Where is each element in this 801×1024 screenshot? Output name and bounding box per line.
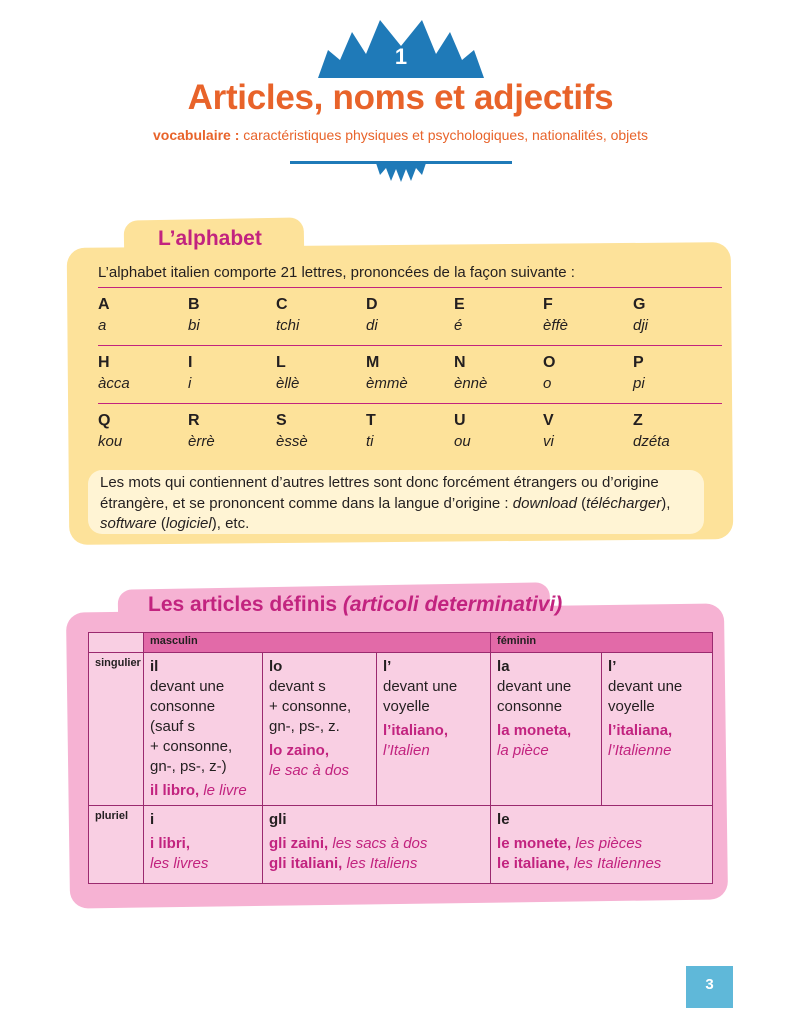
usage-line: devant une — [497, 678, 572, 695]
articles-heading-italian: (articoli determinativi) — [342, 593, 563, 616]
table-header-row — [89, 633, 713, 653]
pronunciation: dzéta — [633, 433, 670, 450]
example-italian: lo zaino, — [269, 742, 329, 759]
example-french: la pièce — [497, 742, 549, 759]
articles-table — [88, 632, 713, 884]
article-word: i — [150, 811, 155, 828]
usage-line: consonne — [497, 698, 563, 715]
vocabulary-text: caractéristiques physiques et psychologiques, nationalités, objets — [239, 127, 648, 143]
letter: D — [366, 296, 378, 313]
example-french: les Italiens — [342, 855, 418, 872]
usage-line: + consonne, — [150, 738, 233, 755]
article-word: il — [150, 658, 159, 675]
note-text: ), etc. — [211, 515, 250, 532]
pronunciation: bi — [188, 317, 200, 334]
cell-l-masculine — [377, 653, 491, 806]
pronunciation: pi — [633, 375, 645, 392]
alphabet-row — [98, 403, 722, 461]
letter: P — [633, 354, 644, 371]
pronunciation: kou — [98, 433, 123, 450]
pronunciation: ou — [454, 433, 471, 450]
example-italian: il libro, — [150, 782, 200, 799]
cell-l-feminine — [602, 653, 713, 806]
example-italian: i libri, — [150, 835, 191, 852]
pronunciation: di — [366, 317, 378, 334]
note-text: ( — [576, 494, 587, 512]
header-feminine: féminin — [491, 633, 713, 653]
letter-cell — [543, 354, 633, 392]
cell-gli — [263, 806, 491, 884]
pronunciation: dji — [633, 317, 649, 334]
letter: C — [276, 296, 288, 313]
letter: A — [98, 296, 110, 313]
pronunciation: èmmè — [366, 375, 408, 392]
letter-cell — [276, 354, 366, 392]
letter: G — [633, 296, 646, 313]
cell-le — [491, 806, 713, 884]
letter-cell — [98, 412, 188, 450]
letter: U — [454, 412, 466, 429]
example-italian: la moneta, — [497, 722, 572, 739]
page-number: 3 — [705, 976, 714, 993]
pronunciation: èllè — [276, 375, 300, 392]
note-text: Les mots qui contiennent d’autres lettres sont donc forcément étrangers ou d’origine étrangère, et se prononcent comme dans la langue d’origine : — [100, 474, 659, 512]
letter: T — [366, 412, 376, 429]
article-word: le — [497, 811, 510, 828]
note-text: ), — [661, 494, 671, 512]
pronunciation: ti — [366, 433, 374, 450]
letter-cell — [454, 412, 544, 450]
letter-cell — [188, 354, 278, 392]
letter: B — [188, 296, 200, 313]
letter-cell — [633, 412, 723, 450]
usage-line: voyelle — [608, 698, 655, 715]
letter-cell — [454, 296, 544, 334]
article-word: l’ — [383, 658, 392, 675]
example-italian: gli italiani, — [269, 855, 343, 872]
letter: H — [98, 354, 110, 371]
letter-cell — [188, 296, 278, 334]
letter: Q — [98, 412, 111, 429]
letter: N — [454, 354, 466, 371]
example-french: les sacs à dos — [328, 835, 428, 852]
letter: S — [276, 412, 287, 429]
letter-cell — [633, 354, 723, 392]
note-translation: logiciel — [165, 515, 212, 532]
article-word: lo — [269, 658, 283, 675]
alphabet-note — [100, 473, 700, 535]
vocabulary-line — [0, 127, 801, 143]
letter: L — [276, 354, 286, 371]
pronunciation: èffè — [543, 317, 569, 334]
pronunciation: o — [543, 375, 552, 392]
pronunciation: èssè — [276, 433, 308, 450]
row-label-singular: singulier — [89, 653, 144, 806]
example-french: les Italiennes — [569, 855, 662, 872]
letter: F — [543, 296, 553, 313]
pronunciation: tchi — [276, 317, 300, 334]
alphabet-grid — [98, 287, 722, 461]
example-italian: l’italiana, — [608, 722, 673, 739]
letter-cell — [633, 296, 723, 334]
usage-line: consonne — [150, 698, 216, 715]
usage-line: gn-, ps-, z-) — [150, 758, 227, 775]
table-row-singular — [89, 653, 713, 806]
example-italian: le monete, — [497, 835, 572, 852]
title-underline — [290, 155, 512, 183]
example-french: le livre — [199, 782, 247, 799]
row-label-plural: pluriel — [89, 806, 144, 884]
example-italian: gli zaini, — [269, 835, 329, 852]
letter: Z — [633, 412, 643, 429]
example-italian: le italiane, — [497, 855, 570, 872]
alphabet-intro: L’alphabet italien comporte 21 lettres, prononcées de la façon suivante : — [98, 264, 575, 281]
note-word: software — [100, 515, 157, 532]
pronunciation: a — [98, 317, 107, 334]
example-french: le sac à dos — [269, 762, 350, 779]
letter-cell — [276, 412, 366, 450]
pronunciation: àcca — [98, 375, 130, 392]
letter: O — [543, 354, 556, 371]
example-italian: l’italiano, — [383, 722, 449, 739]
letter: R — [188, 412, 200, 429]
letter-cell — [454, 354, 544, 392]
letter-cell — [98, 354, 188, 392]
chapter-number: 1 — [394, 44, 408, 69]
alphabet-row — [98, 345, 722, 403]
usage-line: + consonne, — [269, 698, 352, 715]
alphabet-row — [98, 287, 722, 345]
pronunciation: vi — [543, 433, 554, 450]
header-masculine: masculin — [144, 633, 491, 653]
articles-heading — [148, 593, 562, 617]
usage-line: voyelle — [383, 698, 430, 715]
letter-cell — [366, 412, 456, 450]
example-french: les pièces — [571, 835, 643, 852]
article-word: gli — [269, 811, 287, 828]
letter-cell — [98, 296, 188, 334]
vocabulary-label: vocabulaire : — [153, 127, 240, 143]
articles-heading-text: Les articles définis — [148, 593, 343, 616]
table-row-plural — [89, 806, 713, 884]
header-blank-cell — [89, 633, 144, 653]
example-french: l’Italienne — [608, 742, 672, 759]
cell-la — [491, 653, 602, 806]
note-translation: télécharger — [586, 494, 662, 512]
letter-cell — [188, 412, 278, 450]
letter-cell — [276, 296, 366, 334]
letter: E — [454, 296, 465, 313]
cell-il — [144, 653, 263, 806]
usage-line: devant une — [383, 678, 458, 695]
letter-cell — [366, 296, 456, 334]
pronunciation: i — [188, 375, 192, 392]
letter: M — [366, 354, 380, 371]
cell-lo — [263, 653, 377, 806]
example-french: l’Italien — [383, 742, 430, 759]
letter-cell — [543, 412, 633, 450]
pronunciation: é — [454, 317, 463, 334]
note-word: download — [512, 494, 577, 512]
alphabet-heading: L’alphabet — [158, 227, 262, 250]
note-text: ( — [156, 515, 166, 532]
usage-line: (sauf s — [150, 718, 196, 735]
usage-line: gn-, ps-, z. — [269, 718, 340, 735]
usage-line: devant une — [608, 678, 683, 695]
article-word: l’ — [608, 658, 617, 675]
pronunciation: èrrè — [188, 433, 215, 450]
usage-line: devant une — [150, 678, 225, 695]
example-french: les livres — [150, 855, 209, 872]
pronunciation: ènnè — [454, 375, 488, 392]
page-title: Articles, noms et adjectifs — [187, 78, 614, 117]
cell-i — [144, 806, 263, 884]
letter: I — [188, 354, 193, 371]
letter-cell — [366, 354, 456, 392]
letter-cell — [543, 296, 633, 334]
letter: V — [543, 412, 554, 429]
article-word: la — [497, 658, 510, 675]
usage-line: devant s — [269, 678, 326, 695]
